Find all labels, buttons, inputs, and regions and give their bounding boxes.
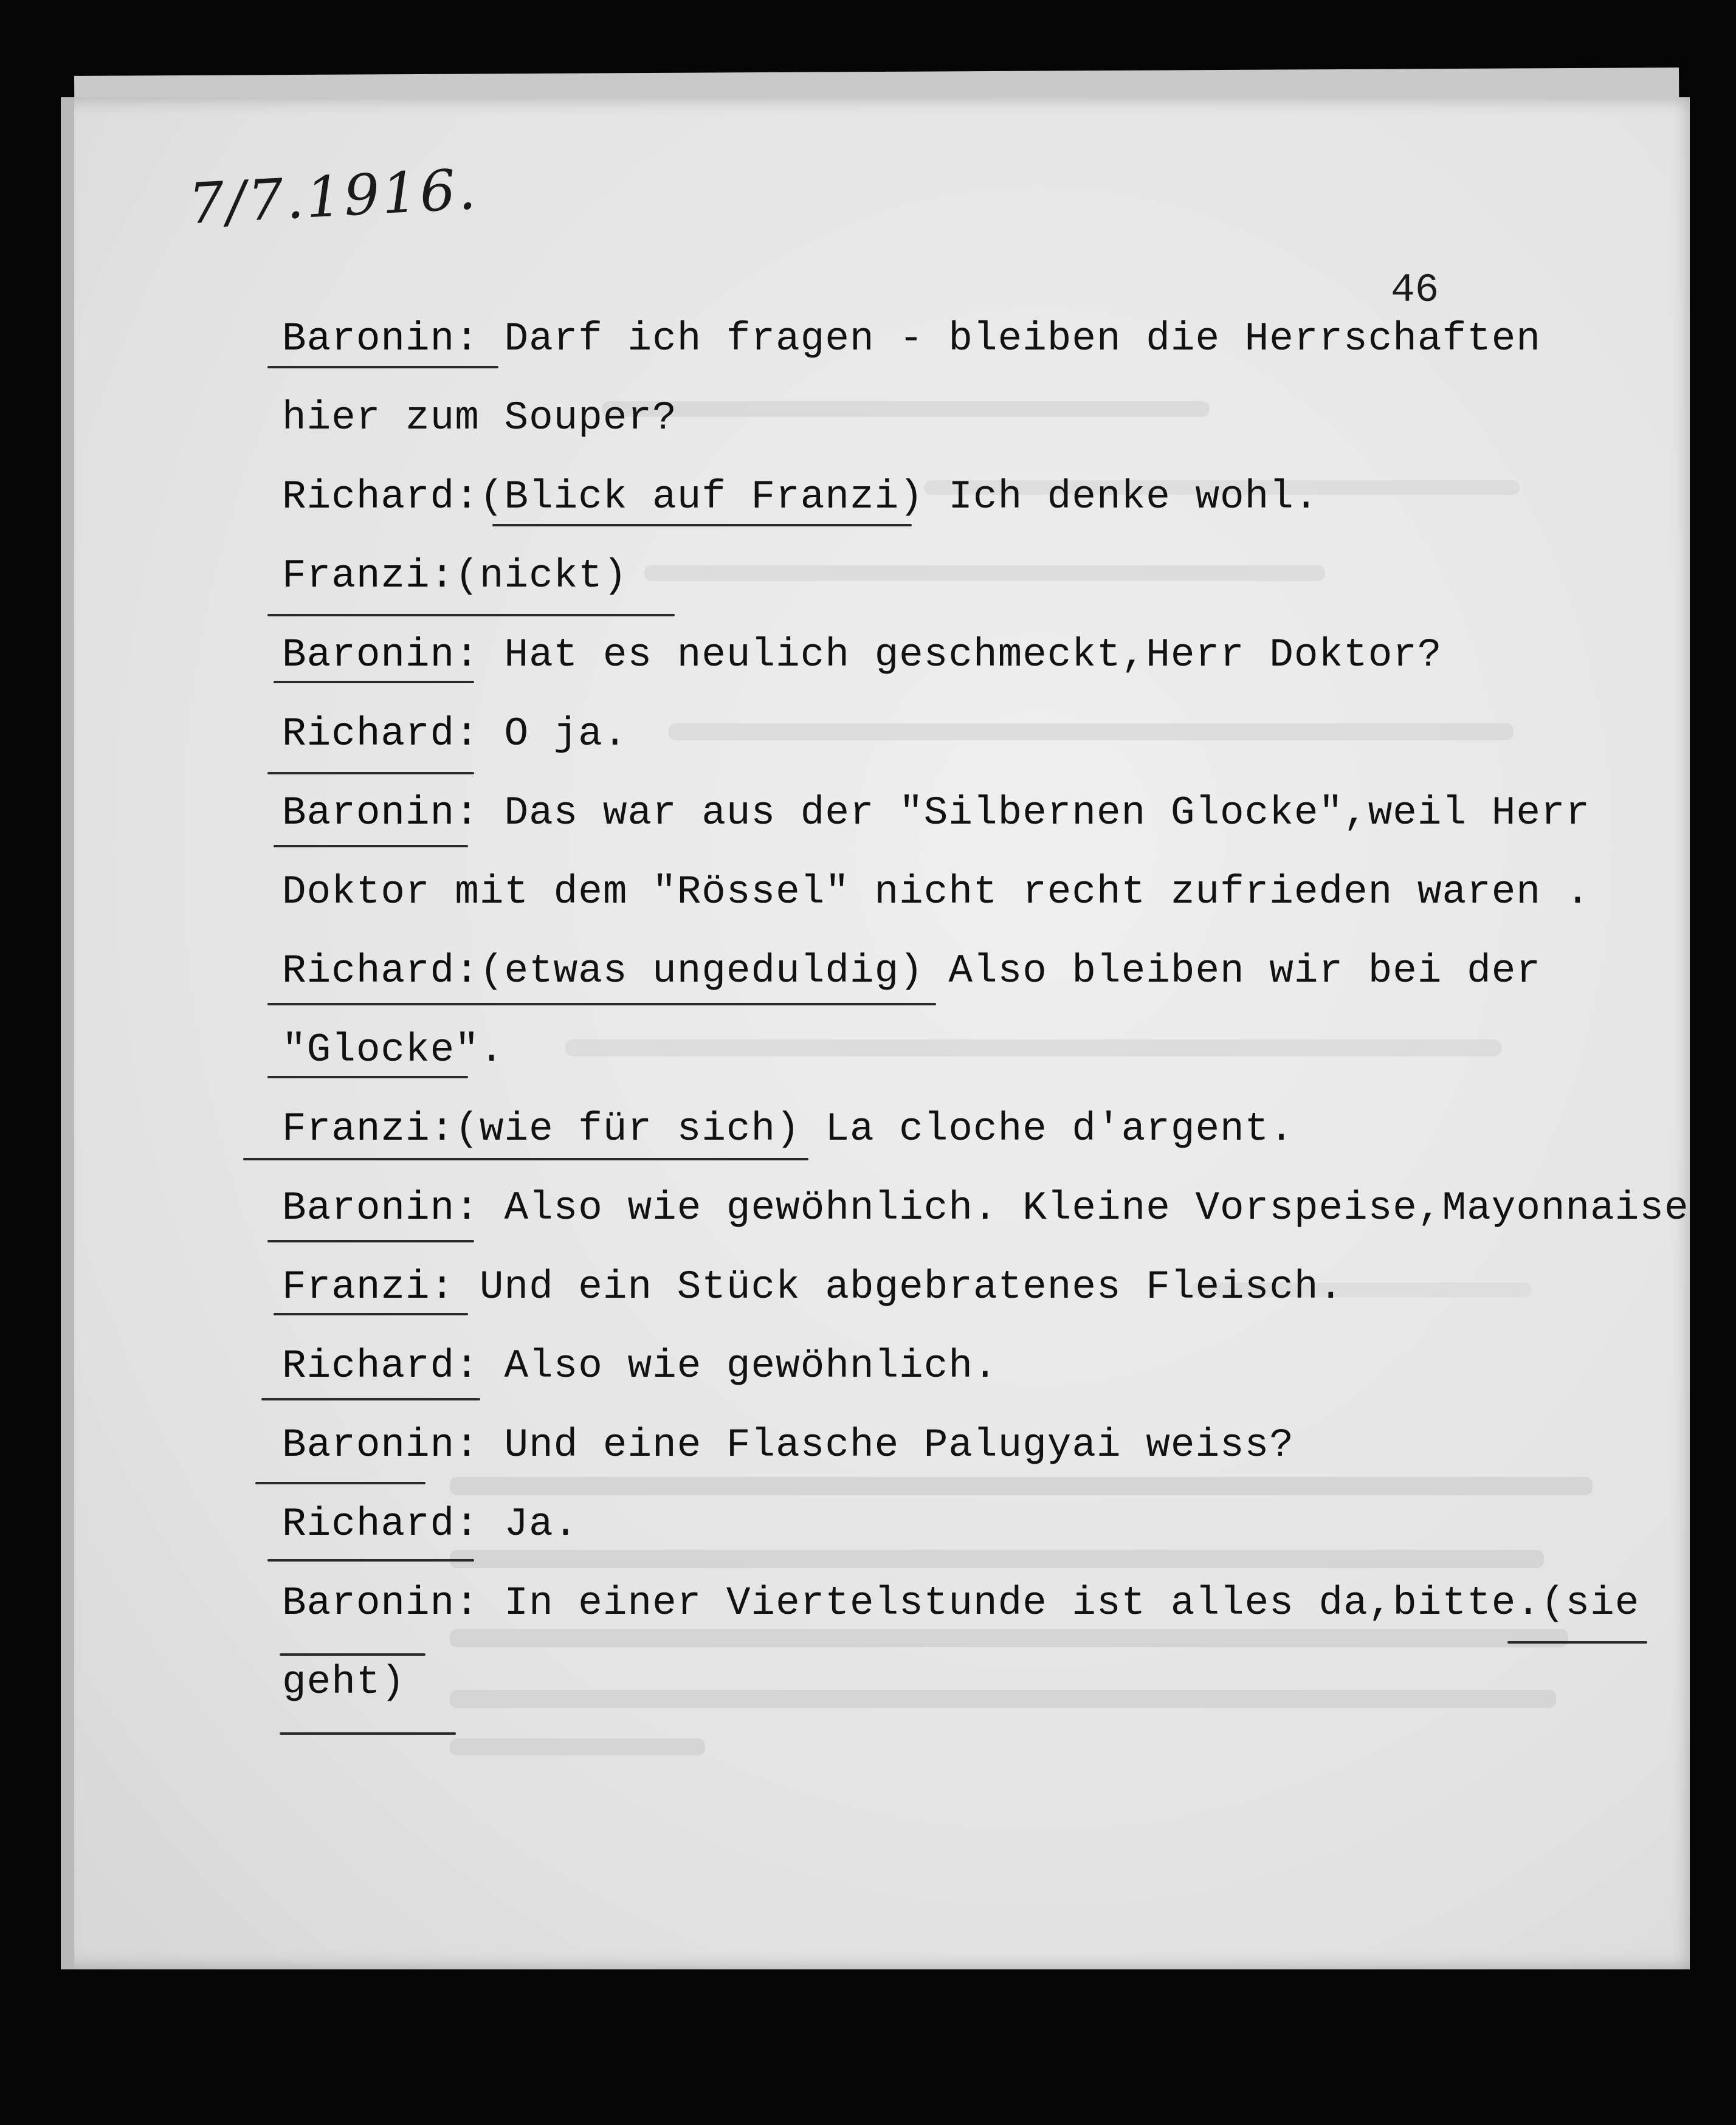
script-line bbox=[282, 1027, 504, 1073]
speaker-label: Franzi: bbox=[282, 553, 455, 599]
script-line bbox=[282, 1106, 1294, 1152]
script-line bbox=[282, 632, 1442, 678]
speaker-label: Baronin: bbox=[282, 316, 480, 362]
speaker-label: Franzi: bbox=[282, 1106, 455, 1152]
script-line bbox=[282, 1422, 1294, 1468]
script-line bbox=[282, 1580, 1639, 1626]
speaker-label: Richard: bbox=[282, 711, 480, 757]
line-text: (wie für sich) La cloche d'argent. bbox=[455, 1106, 1294, 1152]
line-text: Hat es neulich geschmeckt,Herr Doktor? bbox=[479, 632, 1442, 678]
speaker-label: Richard: bbox=[282, 474, 480, 520]
line-text: "Glocke". bbox=[282, 1027, 505, 1073]
line-text: (etwas ungeduldig) Also bleiben wir bei der bbox=[479, 948, 1541, 994]
line-text: geht) bbox=[282, 1659, 406, 1705]
script-line bbox=[282, 948, 1541, 994]
script-line bbox=[282, 1185, 1689, 1231]
speaker-label: Richard: bbox=[282, 1343, 480, 1389]
line-text: Also wie gewöhnlich. bbox=[479, 1343, 998, 1389]
speaker-label: Baronin: bbox=[282, 1580, 480, 1626]
speaker-label: Baronin: bbox=[282, 1185, 480, 1231]
speaker-label: Baronin: bbox=[282, 1422, 480, 1468]
script-line bbox=[282, 790, 1590, 836]
line-text: Ja. bbox=[479, 1501, 579, 1547]
script-line bbox=[282, 316, 1541, 362]
page-number: 46 bbox=[1391, 267, 1439, 313]
line-text: (Blick auf Franzi) Ich denke wohl. bbox=[479, 474, 1319, 520]
script-line bbox=[282, 1501, 578, 1547]
speaker-label: Baronin: bbox=[282, 632, 480, 678]
script-line bbox=[282, 395, 677, 441]
script-line bbox=[282, 1659, 405, 1705]
line-text: (nickt) bbox=[455, 553, 628, 599]
script-line bbox=[282, 1264, 1343, 1310]
handwritten-date: 7/7.1916. bbox=[187, 156, 480, 237]
line-text: Doktor mit dem "Rössel" nicht recht zufrieden waren . bbox=[282, 869, 1591, 915]
line-text: O ja. bbox=[479, 711, 628, 757]
script-line bbox=[282, 711, 628, 757]
script-line bbox=[282, 474, 1318, 520]
line-text: Das war aus der "Silbernen Glocke",weil Herr bbox=[479, 790, 1591, 836]
line-text: hier zum Souper? bbox=[282, 395, 677, 441]
line-text: Und ein Stück abgebratenes Fleisch. bbox=[455, 1264, 1344, 1310]
speaker-label: Richard: bbox=[282, 1501, 480, 1547]
script-line bbox=[282, 553, 628, 599]
line-text: In einer Viertelstunde ist alles da,bitte.(sie bbox=[479, 1580, 1640, 1626]
line-text: Darf ich fragen - bleiben die Herrschaften bbox=[479, 316, 1541, 362]
script-line bbox=[282, 1343, 998, 1389]
speaker-label: Richard: bbox=[282, 948, 480, 994]
script-line bbox=[282, 869, 1590, 915]
page-left-edge bbox=[61, 97, 74, 1969]
line-text: Und eine Flasche Palugyai weiss? bbox=[479, 1422, 1294, 1468]
line-text: Also wie gewöhnlich. Kleine Vorspeise,Mayonnaise bbox=[479, 1185, 1689, 1231]
speaker-label: Franzi: bbox=[282, 1264, 455, 1310]
speaker-label: Baronin: bbox=[282, 790, 480, 836]
